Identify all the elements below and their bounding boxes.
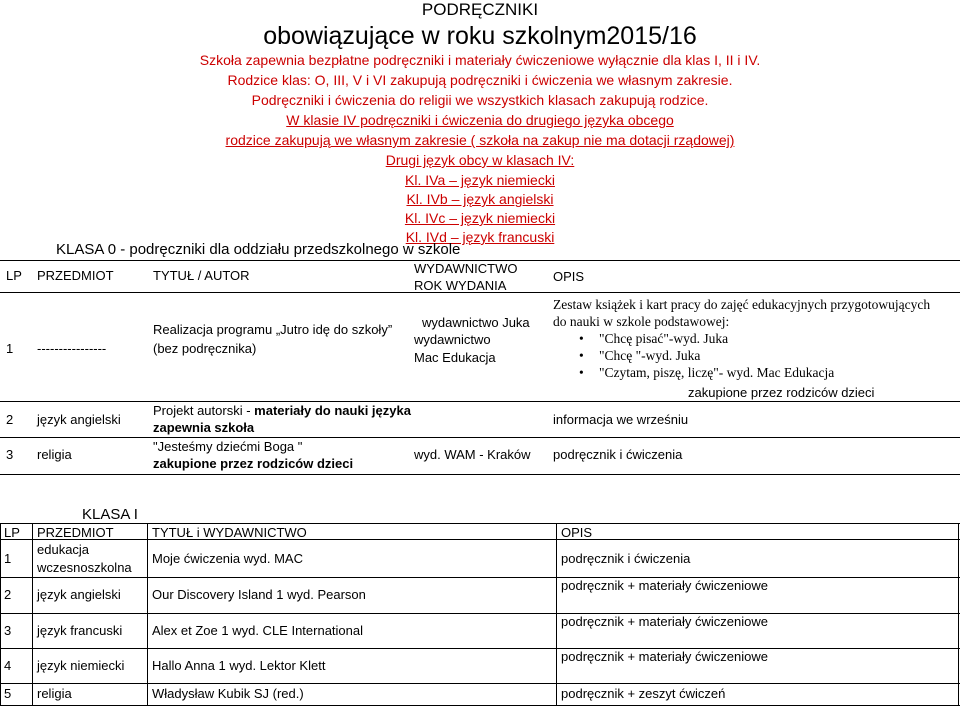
row-tytul-note: zapewnia szkoła xyxy=(153,420,255,435)
klasa0-header-tytul: TYTUŁ / AUTOR xyxy=(153,268,250,283)
row-opis: podręcznik i ćwiczenia xyxy=(561,551,691,566)
row-lp: 1 xyxy=(6,341,14,356)
note-parents-own: rodzice zakupują we własnym zakresie ( szkoła na zakup nie ma dotacji rządowej) xyxy=(225,132,735,148)
row-wydawnictwo: wyd. WAM - Kraków xyxy=(414,447,531,462)
row-tytul-note: zakupione przez rodziców dzieci xyxy=(153,456,354,471)
row-wydawnictwo-3: Mac Edukacja xyxy=(414,350,496,365)
klasa0-header-przedmiot: PRZEDMIOT xyxy=(37,268,114,283)
row-lp: 2 xyxy=(4,587,12,602)
row-opis-intro: Zestaw książek i kart pracy do zajęć edukacyjnych przygotowujących xyxy=(553,297,931,312)
row-tytul: Realizacja programu „Jutro idę do szkoły” xyxy=(153,322,393,337)
page-subtitle: obowiązujące w roku szkolnym2015/16 xyxy=(263,22,697,50)
row-opis: podręcznik + materiały ćwiczeniowe xyxy=(561,614,769,629)
klasa1-header-przedmiot: PRZEDMIOT xyxy=(37,525,114,540)
row-wydawnictwo: wydawnictwo Juka xyxy=(422,315,530,330)
klasa0-header-wydawnictwo: WYDAWNICTWO xyxy=(414,261,518,276)
row-lp: 2 xyxy=(6,412,14,427)
klasa0-header-lp: LP xyxy=(6,268,22,283)
row-tytul: Our Discovery Island 1 wyd. Pearson xyxy=(152,587,366,602)
list-item: • "Chcę pisać"-wyd. Juka xyxy=(553,330,834,347)
row-tytul: Alex et Zoe 1 wyd. CLE International xyxy=(152,623,364,638)
list-item: • "Chcę "-wyd. Juka xyxy=(553,347,834,364)
row-przedmiot: język francuski xyxy=(37,623,123,638)
row-tytul: Władysław Kubik SJ (red.) xyxy=(152,686,304,701)
row-tytul-plain: Projekt autorski - xyxy=(153,403,255,418)
note-religion: Podręczniki i ćwiczenia do religii we wszystkich klasach zakupują rodzice. xyxy=(251,92,709,108)
row-lp: 3 xyxy=(6,447,14,462)
row-lp: 5 xyxy=(4,686,12,701)
list-item: • "Czytam, piszę, liczę"- wyd. Mac Edukacja xyxy=(553,364,834,381)
row-opis: podręcznik + zeszyt ćwiczeń xyxy=(561,686,726,701)
row-lp: 4 xyxy=(4,658,12,673)
row-przedmiot: religia xyxy=(37,447,72,462)
klasa0-header-rok: ROK WYDANIA xyxy=(414,278,507,293)
row-tytul-bold: materiały do nauki języka xyxy=(254,403,411,418)
row-tytul-note: (bez podręcznika) xyxy=(153,341,257,356)
note-second-language: W klasie IV podręczniki i ćwiczenia do drugiego języka obcego xyxy=(286,112,674,128)
note-class-ivd: Kl. IVd – język francuski xyxy=(405,229,555,245)
row-tytul: Moje ćwiczenia wyd. MAC xyxy=(152,551,303,566)
klasa1-heading: KLASA I xyxy=(82,506,138,523)
note-second-language-heading: Drugi język obcy w klasach IV: xyxy=(385,152,575,168)
row-przedmiot: język niemiecki xyxy=(37,658,125,673)
klasa1-header-opis: OPIS xyxy=(561,525,593,540)
row-przedmiot: religia xyxy=(37,686,72,701)
row-wydawnictwo-2: wydawnictwo xyxy=(414,332,491,347)
row-lp: 1 xyxy=(4,551,12,566)
row-tytul: Hallo Anna 1 wyd. Lektor Klett xyxy=(152,658,326,673)
klasa1-header-tytul: TYTUŁ i WYDAWNICTWO xyxy=(152,525,307,540)
row-przedmiot: język angielski xyxy=(37,412,121,427)
row-tytul xyxy=(153,403,411,419)
note-free-books: Szkoła zapewnia bezpłatne podręczniki i materiały ćwiczeniowe wyłącznie dla klas I, II i IV. xyxy=(199,52,761,68)
note-class-iva: Kl. IVa – język niemiecki xyxy=(405,172,555,188)
row-opis-intro-2: do nauki w szkole podstawowej: xyxy=(553,314,730,329)
row-opis: informacja we wrześniu xyxy=(553,412,689,427)
row-tytul: "Jesteśmy dziećmi Boga " xyxy=(153,439,303,454)
row-opis: podręcznik i ćwiczenia xyxy=(553,447,683,462)
klasa0-heading: KLASA 0 - podręczniki dla oddziału przedszkolnego w szkole xyxy=(56,241,461,258)
row-przedmiot: język angielski xyxy=(37,587,121,602)
row-opis: podręcznik + materiały ćwiczeniowe xyxy=(561,578,769,593)
row-przedmiot: edukacja xyxy=(37,542,90,557)
klasa1-header-lp: LP xyxy=(4,525,20,540)
row-przedmiot-2: wczesnoszkolna xyxy=(37,560,132,575)
row-opis-note: zakupione przez rodziców dzieci xyxy=(688,385,875,400)
note-class-ivb: Kl. IVb – język angielski xyxy=(406,191,554,207)
page-title: PODRĘCZNIKI xyxy=(421,0,539,19)
row-przedmiot: ---------------- xyxy=(37,341,107,356)
note-parents-buy: Rodzice klas: O, III, V i VI zakupują podręczniki i ćwiczenia we własnym zakresie. xyxy=(227,72,733,88)
note-class-ivc: Kl. IVc – język niemiecki xyxy=(404,210,556,226)
row-opis: podręcznik + materiały ćwiczeniowe xyxy=(561,649,769,664)
row-opis-list xyxy=(553,330,834,381)
row-lp: 3 xyxy=(4,623,12,638)
klasa0-header-opis: OPIS xyxy=(553,269,585,284)
